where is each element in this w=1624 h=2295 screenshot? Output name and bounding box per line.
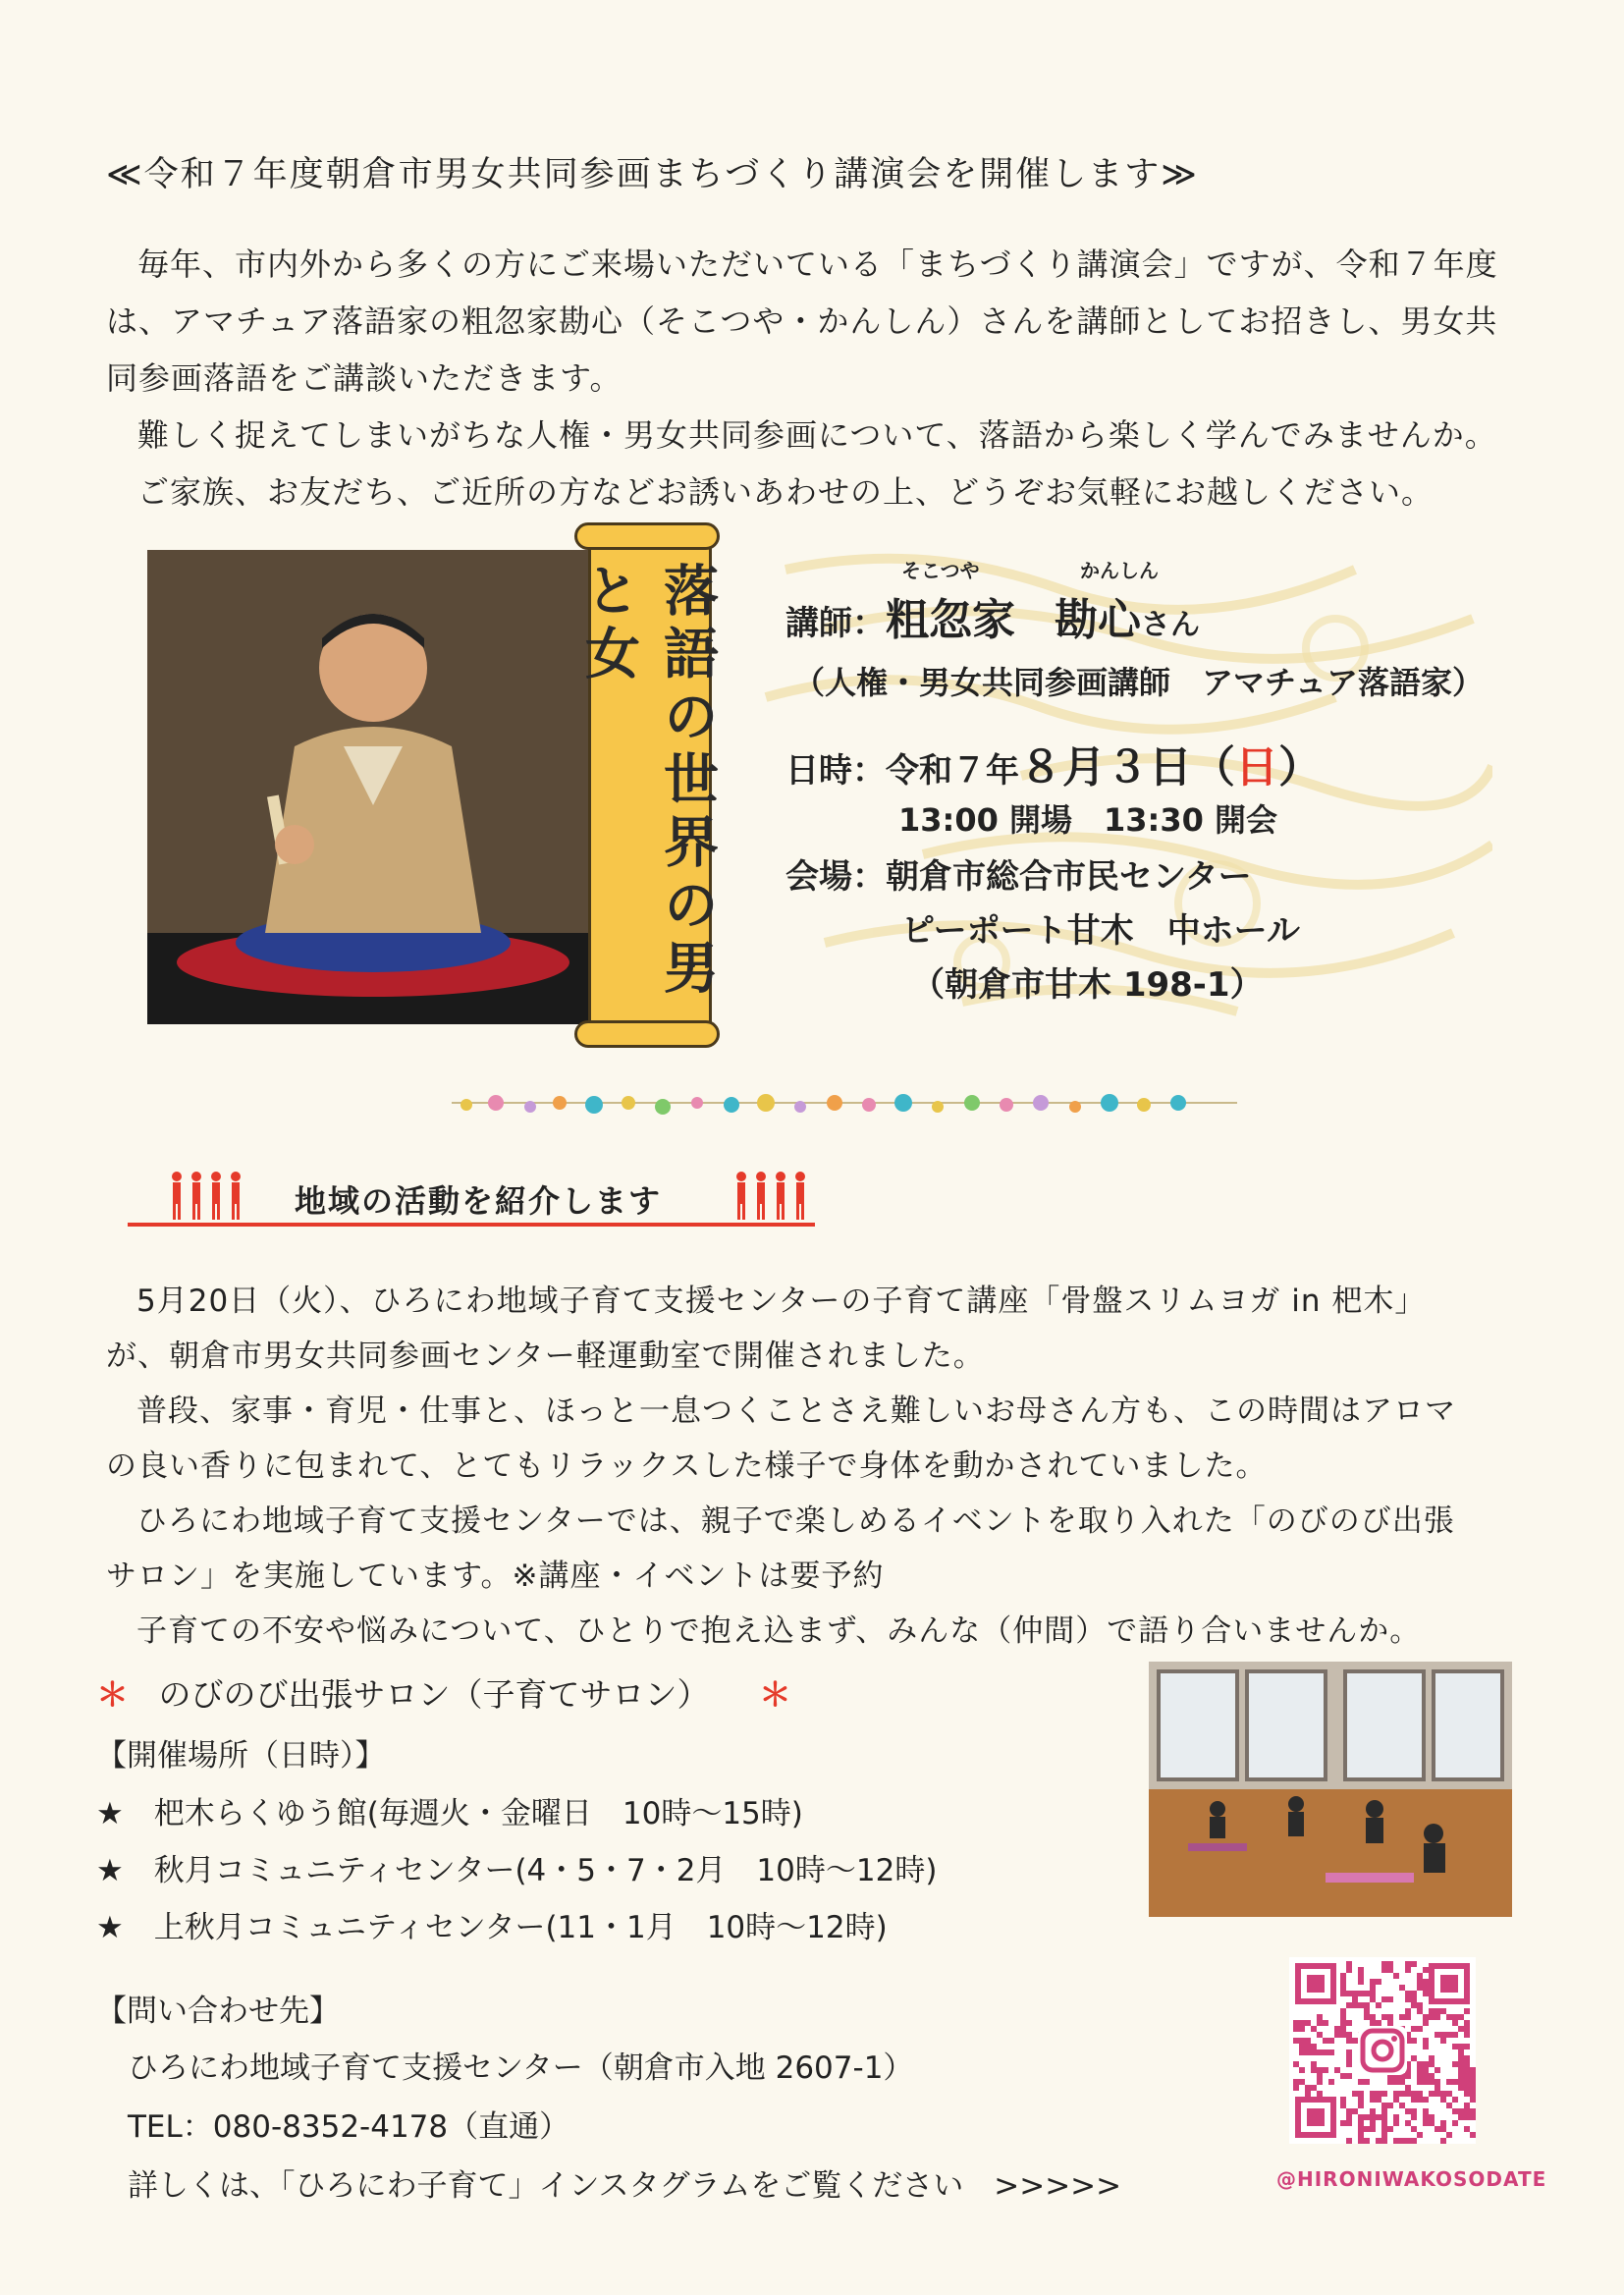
banner-underline (128, 1223, 815, 1227)
activity-line: が、朝倉市男女共同参画センター軽運動室で開催されました。 (106, 1339, 985, 1374)
lecturer-label: 講師： (785, 604, 886, 643)
date-close: ） (1278, 742, 1322, 792)
intro-line: 難しく捉えてしまいがちな人権・男女共同参画について、落語から楽しく学んでみませんか。 (137, 416, 1497, 454)
activity-line: 子育ての不安や悩みについて、ひとりで抱え込まず、みんな（仲間）で語り合いませんか。 (136, 1613, 1422, 1649)
lecturer-given-ruby: かんしん (1080, 559, 1159, 582)
contact-instagram-note: 詳しくは、「ひろにわ子育て」インスタグラムをご覧ください >>>>> (128, 2168, 1122, 2204)
venue-item: ★ 上秋月コミュニティセンター(11・1月 10時～12時) (96, 1910, 888, 1945)
venue-line (785, 849, 1252, 898)
venue-item: ★ 杷木らくゆう館(毎週火・金曜日 10時～15時) (96, 1796, 803, 1831)
date-weekday: 日 (1235, 742, 1278, 792)
contact-header: 【問い合わせ先】 (96, 1994, 340, 2029)
activity-line: 5月20日（火）、ひろにわ地域子育て支援センターの子育て講座「骨盤スリムヨガ in 杷木」 (136, 1284, 1427, 1319)
dot-garland (452, 1085, 1237, 1124)
salon-title: のびのび出張サロン（子育てサロン） (158, 1675, 710, 1714)
lecturer-given-name: 勘心 (1055, 595, 1141, 645)
banner-title: 地域の活動を紹介します (295, 1182, 663, 1220)
performer-photo (147, 550, 591, 1024)
intro-line: 毎年、市内外から多くの方にご来場いただいている「まちづくり講演会」ですが、令和７年度 (137, 246, 1498, 283)
venue-hall: ピーポート甘木 中ホール (901, 911, 1300, 951)
venue-list (96, 1785, 937, 1956)
lecturer-role: （人権・男女共同参画講師 アマチュア落語家） (793, 664, 1485, 701)
yoga-class-photo (1149, 1662, 1512, 1917)
venue-item: ★ 秋月コミュニティセンター(4・5・7・2月 10時～12時) (96, 1853, 938, 1888)
venue-name: 朝倉市総合市民センター (886, 857, 1252, 897)
asterisk-icon: ＊ (96, 1675, 129, 1714)
scroll-title: 落語の世界の男と女 (576, 562, 719, 1002)
contact-name: ひろにわ地域子育て支援センター（朝倉市入地 2607-1） (128, 2050, 914, 2086)
intro-paragraph (106, 236, 1520, 520)
date-main: ８月３日（ (1019, 742, 1235, 792)
date-label: 日時： (785, 751, 886, 791)
intro-line: 同参画落語をご講談いただきます。 (106, 359, 623, 397)
lecturer-honorific: さん (1141, 608, 1200, 642)
venues-header: 【開催場所（日時）】 (96, 1738, 386, 1774)
activity-line: ひろにわ地域子育て支援センターでは、親子で楽しめるイベントを取り入れた「のびのび出張 (136, 1503, 1455, 1539)
intro-line: は、アマチュア落語家の粗忽家勘心（そこつや・かんしん）さんを講師としてお招きし、男女共 (106, 302, 1498, 340)
people-icon (167, 1169, 245, 1220)
people-icon (731, 1169, 810, 1220)
section-banner (118, 1169, 825, 1237)
activity-line: 普段、家事・育児・仕事と、ほっと一息つくことさえ難しいお母さん方も、この時間はアロマ (136, 1393, 1456, 1429)
activity-paragraph (106, 1274, 1520, 1659)
salon-heading (96, 1669, 791, 1716)
date-era: 令和７年 (886, 751, 1019, 791)
lecturer-line (785, 584, 1200, 647)
scroll-bottom-roll (574, 1020, 720, 1048)
intro-line: ご家族、お友だち、ご近所の方などお誘いあわせの上、どうぞお気軽にお越しください。 (137, 473, 1435, 511)
page-title: ≪令和７年度朝倉市男女共同参画まちづくり講演会を開催します≫ (106, 155, 1199, 194)
lecturer-family-ruby: そこつや (901, 559, 980, 582)
date-line (785, 732, 1322, 794)
activity-line: サロン」を実施しています。※講座・イベントは要予約 (106, 1558, 885, 1594)
title-scroll (574, 522, 720, 1048)
event-times: 13:00 開場 13:30 開会 (898, 801, 1278, 839)
lecturer-family-name: 粗忽家 (886, 595, 1015, 645)
instagram-qr-code[interactable] (1289, 1957, 1476, 2144)
scroll-top-roll (574, 522, 720, 550)
asterisk-icon: ＊ (759, 1675, 791, 1714)
venue-label: 会場： (785, 857, 886, 897)
venue-address: （朝倉市甘木 198-1） (911, 965, 1264, 1005)
activity-line: の良い香りに包まれて、とてもリラックスした様子で身体を動かされていました。 (106, 1448, 1268, 1484)
instagram-handle: @HIRONIWAKOSODATE (1276, 2167, 1547, 2191)
contact-phone: TEL：080-8352-4178（直通） (128, 2109, 570, 2145)
